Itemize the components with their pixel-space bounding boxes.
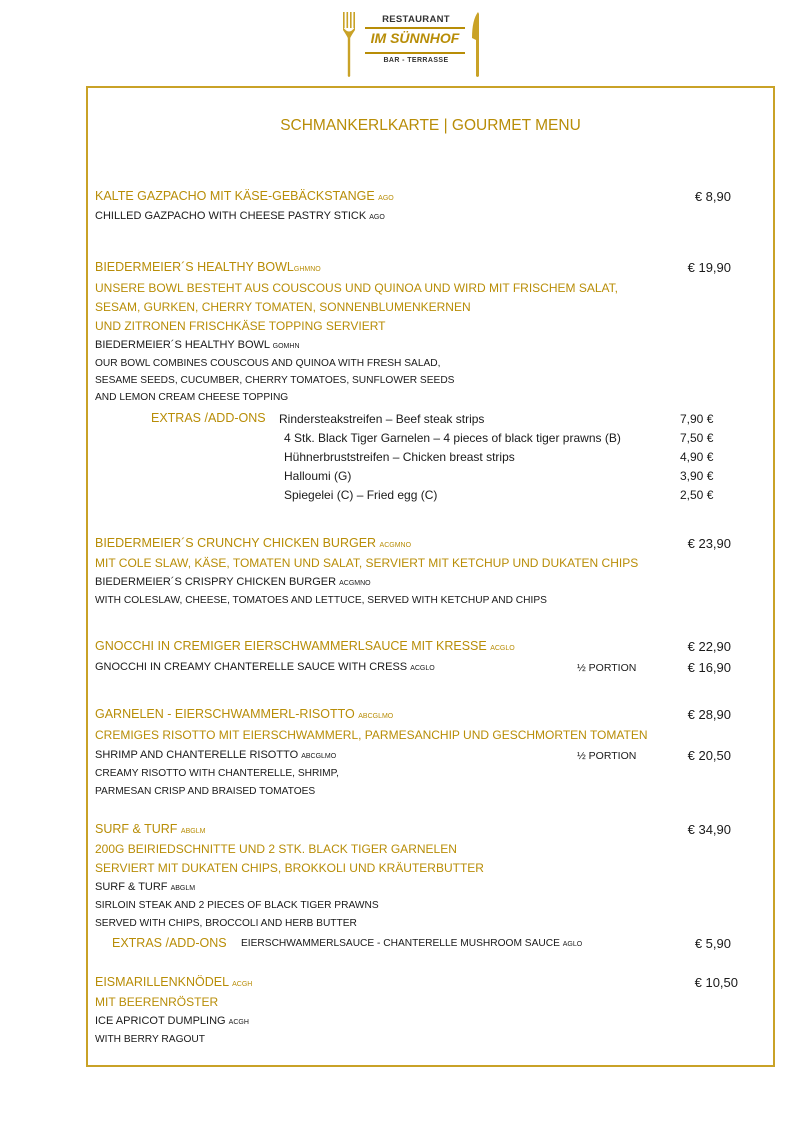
- allergen-code: ABGLM: [170, 885, 196, 892]
- dish-name-en: GNOCCHI IN CREAMY CHANTERELLE SAUCE WITH CRESS ACGLO: [95, 661, 435, 673]
- allergen-code: ACGLO: [490, 645, 515, 652]
- dish-name-en: SHRIMP AND CHANTERELLE RISOTTO ABCGLMO: [95, 749, 337, 761]
- dish-desc-en: SESAME SEEDS, CUCUMBER, CHERRY TOMATOES, SUNFLOWER SEEDS: [95, 375, 455, 386]
- dish-name-de: GNOCCHI IN CREMIGER EIERSCHWAMMERLSAUCE MIT KRESSE ACGLO: [95, 639, 515, 653]
- half-portion-price: € 20,50: [687, 748, 731, 763]
- extra-price: 2,50 €: [680, 488, 714, 502]
- dish-desc-en: AND LEMON CREAM CHEESE TOPPING: [95, 392, 289, 403]
- allergen-code: AGO: [378, 195, 394, 202]
- dish-price: € 8,90: [694, 189, 731, 204]
- logo-line-bar: BAR - TERRASSE: [383, 57, 449, 64]
- dish-name-en: ICE APRICOT DUMPLING ACGH: [95, 1015, 249, 1027]
- allergen-code: AGO: [369, 214, 385, 221]
- extra-item: 4 Stk. Black Tiger Garnelen – 4 pieces of black tiger prawns (B): [284, 431, 621, 445]
- dish-desc-en: SIRLOIN STEAK AND 2 PIECES OF BLACK TIGER PRAWNS: [95, 900, 379, 911]
- extra-price: € 5,90: [694, 936, 731, 951]
- allergen-code: ACGH: [228, 1019, 249, 1026]
- allergen-code: ACGMNO: [379, 542, 412, 549]
- dish-price: € 10,50: [694, 975, 738, 990]
- dish-price: € 19,90: [687, 260, 731, 275]
- dish-desc-en: WITH COLESLAW, CHEESE, TOMATOES AND LETTUCE, SERVED WITH KETCHUP AND CHIPS: [95, 595, 547, 606]
- logo-divider: [365, 27, 465, 29]
- dish-desc-en: PARMESAN CRISP AND BRAISED TOMATOES: [95, 786, 316, 797]
- page-title: SCHMANKERLKARTE | GOURMET MENU: [280, 117, 581, 134]
- dish-desc-de: UNSERE BOWL BESTEHT AUS COUSCOUS UND QUINOA UND WIRD MIT FRISCHEM SALAT,: [95, 281, 618, 295]
- extra-item: Spiegelei (C) – Fried egg (C): [284, 488, 438, 502]
- logo-line-restaurant: RESTAURANT: [382, 14, 450, 25]
- fork-icon: [341, 12, 357, 78]
- dish-price: € 23,90: [687, 536, 731, 551]
- dish-desc-de: 200G BEIRIEDSCHNITTE UND 2 STK. BLACK TIGER GARNELEN: [95, 842, 457, 856]
- dish-name-en: CHILLED GAZPACHO WITH CHEESE PASTRY STICK AGO: [95, 210, 385, 222]
- half-portion-label: ½ PORTION: [577, 662, 637, 674]
- restaurant-logo: [341, 10, 486, 80]
- extra-price: 4,90 €: [680, 450, 714, 464]
- allergen-code: GOMHN: [272, 343, 300, 350]
- allergen-code: AGLO: [562, 941, 583, 948]
- allergen-code: ABCGLMO: [301, 753, 337, 760]
- extra-item: Hühnerbruststreifen – Chicken breast strips: [284, 450, 515, 464]
- allergen-code: GHMNO: [293, 266, 321, 273]
- half-portion-price: € 16,90: [687, 660, 731, 675]
- dish-price: € 22,90: [687, 639, 731, 654]
- dish-desc-de: SESAM, GURKEN, CHERRY TOMATEN, SONNENBLUMENKERNEN: [95, 300, 471, 314]
- extra-item: Halloumi (G): [284, 469, 352, 483]
- dish-name-de: EISMARILLENKNÖDEL ACGH: [95, 975, 253, 989]
- dish-name-en: BIEDERMEIER´S HEALTHY BOWL GOMHN: [95, 339, 300, 351]
- dish-desc-en: OUR BOWL COMBINES COUSCOUS AND QUINOA WITH FRESH SALAD,: [95, 358, 441, 369]
- dish-desc-de: UND ZITRONEN FRISCHKÄSE TOPPING SERVIERT: [95, 319, 386, 333]
- extra-item: Rindersteakstreifen – Beef steak strips: [279, 412, 485, 426]
- dish-name-de: GARNELEN - EIERSCHWAMMERL-RISOTTO ABCGLMO: [95, 707, 394, 721]
- extra-item: EIERSCHWAMMERLSAUCE - CHANTERELLE MUSHROOM SAUCE AGLO: [241, 938, 583, 949]
- extras-label: EXTRAS /ADD-ONS: [112, 936, 227, 950]
- logo-divider: [365, 52, 465, 54]
- dish-desc-de: SERVIERT MIT DUKATEN CHIPS, BROKKOLI UND KRÄUTERBUTTER: [95, 861, 484, 875]
- allergen-code: ABCGLMO: [358, 713, 394, 720]
- logo-line-name: IM SÜNNHOF: [370, 30, 460, 46]
- extra-price: 7,90 €: [680, 412, 714, 426]
- dish-desc-de: CREMIGES RISOTTO MIT EIERSCHWAMMERL, PARMESANCHIP UND GESCHMORTEN TOMATEN: [95, 728, 648, 742]
- extras-label: EXTRAS /ADD-ONS: [151, 411, 266, 425]
- allergen-code: ACGMNO: [339, 580, 371, 587]
- dish-name-en: SURF & TURF ABGLM: [95, 881, 196, 893]
- allergen-code: ACGH: [232, 981, 253, 988]
- dish-name-de: BIEDERMEIER´S CRUNCHY CHICKEN BURGER ACGMNO: [95, 536, 412, 550]
- dish-name-de: SURF & TURF ABGLM: [95, 822, 206, 836]
- dish-price: € 28,90: [687, 707, 731, 722]
- extra-price: 7,50 €: [680, 431, 714, 445]
- allergen-code: ABGLM: [180, 828, 206, 835]
- dish-price: € 34,90: [687, 822, 731, 837]
- dish-name-de: KALTE GAZPACHO MIT KÄSE-GEBÄCKSTANGE AGO: [95, 189, 394, 203]
- dish-desc-en: SERVED WITH CHIPS, BROCCOLI AND HERB BUTTER: [95, 918, 357, 929]
- dish-desc-en: CREAMY RISOTTO WITH CHANTERELLE, SHRIMP,: [95, 768, 339, 779]
- dish-name-en: BIEDERMEIER´S CRISPRY CHICKEN BURGER ACGMNO: [95, 576, 371, 588]
- dish-name-de: BIEDERMEIER´S HEALTHY BOWLGHMNO: [95, 260, 321, 274]
- allergen-code: ACGLO: [410, 665, 435, 672]
- dish-desc-de: MIT BEERENRÖSTER: [95, 995, 219, 1009]
- knife-icon: [470, 12, 484, 78]
- half-portion-label: ½ PORTION: [577, 750, 637, 762]
- dish-desc-en: WITH BERRY RAGOUT: [95, 1034, 205, 1045]
- extra-price: 3,90 €: [680, 469, 714, 483]
- dish-desc-de: MIT COLE SLAW, KÄSE, TOMATEN UND SALAT, SERVIERT MIT KETCHUP UND DUKATEN CHIPS: [95, 556, 639, 570]
